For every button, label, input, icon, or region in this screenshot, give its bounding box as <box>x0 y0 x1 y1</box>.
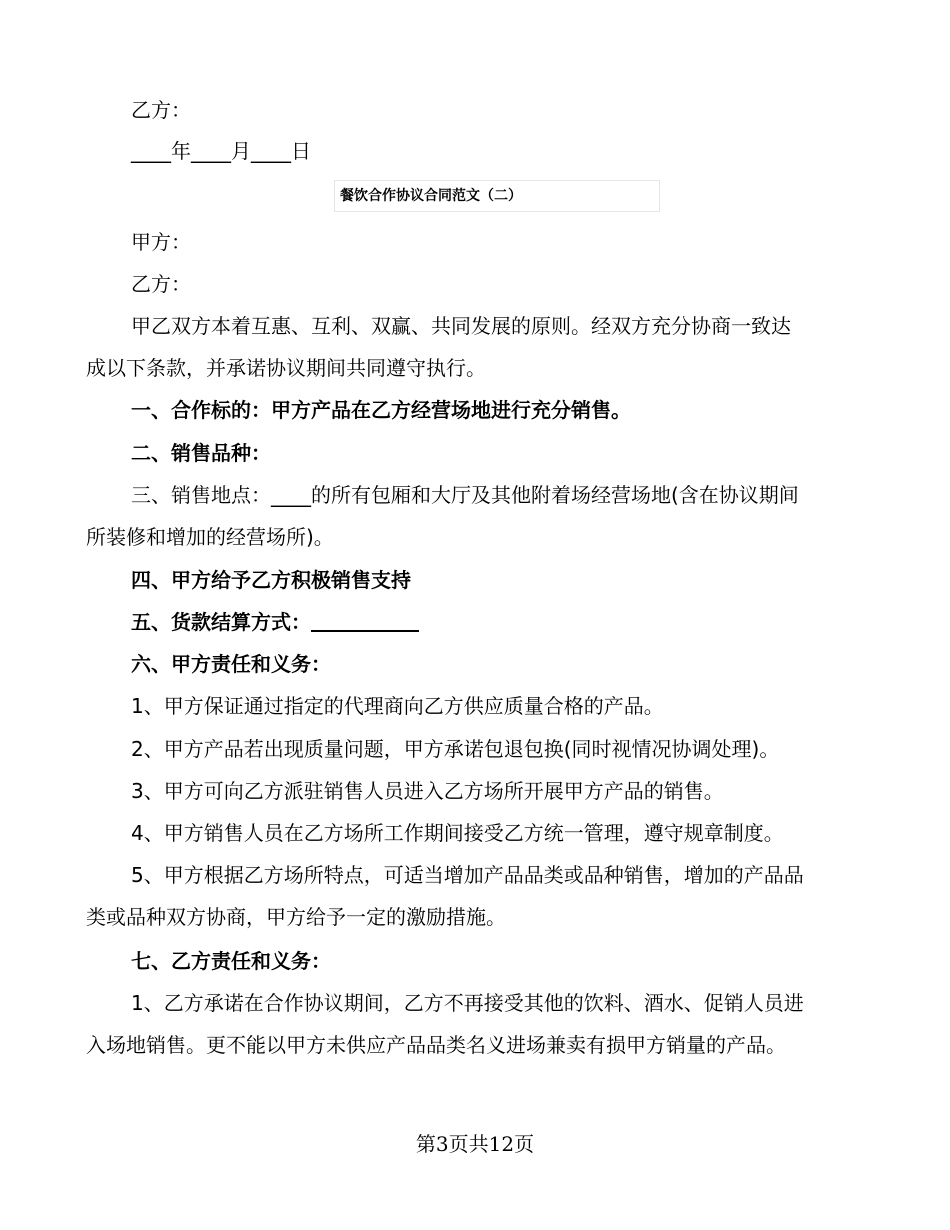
party-b-label: 乙方： <box>131 272 191 296</box>
clause-6-item-2: 2、甲方产品若出现质量问题，甲方承诺包退包换(同时视情况协调处理)。 <box>131 737 780 761</box>
section-title: 餐饮合作协议合同范文（二） <box>340 188 522 204</box>
clause-6-item-5-line-2: 类或品种双方协商，甲方给予一定的激励措施。 <box>86 905 506 929</box>
party-a-label: 甲方： <box>131 230 191 254</box>
page-number-footer: 第3页共12页 <box>415 1132 535 1156</box>
clause-6-item-5-line-1: 5、甲方根据乙方场所特点，可适当增加产品品类或品种销售，增加的产品品 <box>131 863 804 887</box>
clause-5-label: 五、货款结算方式： <box>131 610 311 634</box>
clause-6-item-1: 1、甲方保证通过指定的代理商向乙方供应质量合格的产品。 <box>131 694 664 718</box>
party-b-label-top: 乙方： <box>131 98 191 122</box>
clause-2: 二、销售品种： <box>131 441 271 465</box>
clause-6-item-4: 4、甲方销售人员在乙方场所工作期间接受乙方统一管理，遵守规章制度。 <box>131 821 784 845</box>
intro-line-1: 甲乙双方本着互惠、互利、双赢、共同发展的原则。经双方充分协商一致达 <box>131 314 791 338</box>
clause-6: 六、甲方责任和义务： <box>131 652 331 676</box>
payment-method-blank <box>311 610 419 632</box>
clause-3-line-2: 所装修和增加的经营场所)。 <box>86 525 334 549</box>
clause-5 <box>131 609 419 635</box>
intro-line-2: 成以下条款，并承诺协议期间共同遵守执行。 <box>86 356 486 380</box>
clause-3-line-1: 三、销售地点：____的所有包厢和大厅及其他附着场经营场地(含在协议期间 <box>131 483 799 507</box>
clause-7-item-1-line-1: 1、乙方承诺在合作协议期间，乙方不再接受其他的饮料、酒水、促销人员进 <box>131 991 804 1015</box>
clause-1: 一、合作标的：甲方产品在乙方经营场地进行充分销售。 <box>131 398 631 422</box>
clause-4: 四、甲方给予乙方积极销售支持 <box>131 568 411 592</box>
clause-7: 七、乙方责任和义务： <box>131 949 331 973</box>
clause-7-item-1-line-2: 入场地销售。更不能以甲方未供应产品品类名义进场兼卖有损甲方销量的产品。 <box>86 1033 786 1057</box>
section-title-box <box>334 180 660 212</box>
clause-6-item-3: 3、甲方可向乙方派驻销售人员进入乙方场所开展甲方产品的销售。 <box>131 779 724 803</box>
date-line: ____年____月____日 <box>131 139 311 163</box>
